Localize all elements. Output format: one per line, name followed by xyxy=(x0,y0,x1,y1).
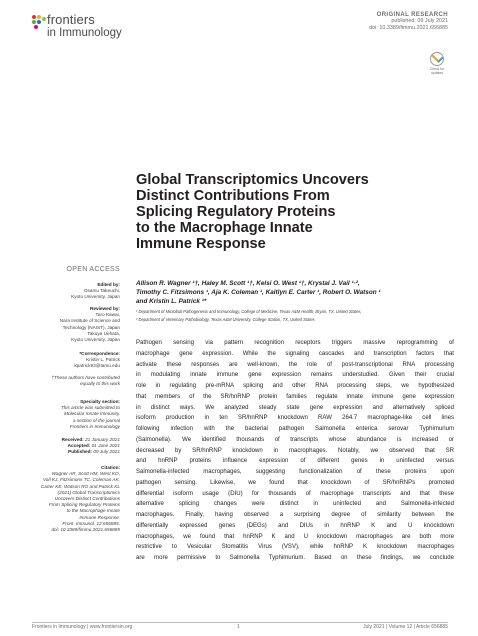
logo-mark-icon xyxy=(32,15,44,27)
citation-line: to the Macrophage Innate xyxy=(66,508,120,514)
crossmark-button[interactable] xyxy=(426,52,448,76)
specialty-line: a section of the journal xyxy=(72,417,120,423)
equal-contribution-note xyxy=(20,375,120,387)
specialty-line: Frontiers in Immunology xyxy=(69,423,120,429)
abstract-line: Salmonella-infected macrophages, suggesting functionalization of these proteins upon xyxy=(136,469,454,475)
citation-line: Vail KJ, Fitzsimons TC, Coleman AK, xyxy=(42,477,120,483)
footer-journal[interactable]: Frontiers in Immunology | www.frontiersin.org xyxy=(32,624,133,630)
citation-line: Front. Immunol. 12:656885. xyxy=(62,520,120,526)
footer-issue: July 2021 | Volume 12 | Article 656885 xyxy=(363,624,448,630)
abstract-line: pathogen sensing. Likewise, we found that knockdown of SR/hnRNPs promoted xyxy=(136,479,454,486)
crossmark-label: Check for updates xyxy=(429,67,445,75)
published-label: Published: xyxy=(68,449,93,455)
title-line: Immune Response xyxy=(136,236,266,252)
title-line: Distinct Contributions From xyxy=(136,188,330,204)
dates-section xyxy=(20,437,120,456)
citation-line: Immune Response. xyxy=(79,514,120,520)
footer-divider xyxy=(32,622,448,623)
received-label: Received: xyxy=(61,437,84,442)
citation-line: Uncovers Distinct Contributions xyxy=(54,496,120,502)
abstract xyxy=(136,338,454,564)
citation-label: Citation: xyxy=(100,465,120,470)
author-line: and Kristin L. Patrick ¹* xyxy=(136,298,207,305)
editor-affiliation: Kyoto University, Japan xyxy=(71,294,120,300)
journal-logo[interactable] xyxy=(32,12,152,42)
edited-by-label: Edited by: xyxy=(97,282,120,287)
editor-name: Osamu Takeuchi, xyxy=(83,288,120,294)
specialty-section xyxy=(20,399,120,430)
abstract-line: isoform production in ten SR/hnRNP knockdown RAW 264.7 macrophage-like cell lines xyxy=(136,415,454,422)
abstract-line: macrophages. Finally, having observed a surprising degree of similarity between the xyxy=(136,512,454,518)
correspondence-name: Kristin L. Patrick xyxy=(86,357,120,363)
accepted-label: Accepted: xyxy=(67,443,91,449)
title-line: Splicing Regulatory Proteins xyxy=(136,204,336,220)
reviewer-line: Nara Institute of Science and xyxy=(59,318,120,324)
reviewer-line: Technology (NAIST), Japan xyxy=(62,324,120,330)
abstract-line: activate these responses are well-known, the role of post-transcriptional RNA processing xyxy=(136,361,454,368)
abstract-line: differentially expressed genes (DEGs) and DIUs in hnRNP K and U knockdown xyxy=(136,522,454,529)
article-doi[interactable]: doi: 10.3389/fimmu.2021.656885 xyxy=(369,25,448,31)
correspondence-label: *Correspondence: xyxy=(79,351,120,356)
note-line: †These authors have contributed xyxy=(51,375,120,380)
abstract-line: macrophage gene expression. While the signaling cascades and transcription factors that xyxy=(136,350,454,357)
journal-name: in Immunology xyxy=(47,27,122,39)
article-type: ORIGINAL RESEARCH xyxy=(376,12,448,18)
reviewer-line: Taro Kawai, xyxy=(95,312,120,318)
affiliation-line: ² Department of Veterinary Pathobiology, Texas A&M University, College Station, TX, United States xyxy=(136,317,315,322)
citation-section xyxy=(20,465,120,533)
published-date: published: 09 July 2021 xyxy=(391,18,448,24)
correspondence-email[interactable]: kpatrick93@tamu.edu xyxy=(74,363,120,369)
author-line: Allison R. Wagner ¹†, Haley M. Scott ¹†, Kelsi O. West ¹†, Krystal J. Vail ¹·², xyxy=(136,280,360,287)
brand-name: frontiers xyxy=(47,12,95,27)
edited-by-section xyxy=(20,282,120,301)
abstract-line: following infection with the bacterial pathogen Salmonella enterica serovar Typhimurium xyxy=(136,426,454,432)
abstract-line: in distinct ways. We analyzed steady state gene expression and alternatively spliced xyxy=(136,404,454,411)
correspondence-section xyxy=(20,351,120,370)
published-date-sidebar: 09 July 2021 xyxy=(93,449,120,455)
abstract-line: in modulating innate immune gene expression remains understudied. Given their crucial xyxy=(136,372,454,379)
abstract-line: restrictive to Vesicular Stomatitis Virus (VSV), while hnRNP K knockdown macrophages xyxy=(136,544,454,551)
affiliations xyxy=(136,308,456,324)
citation-line: Wagner AR, Scott HM, West KO, xyxy=(51,471,120,477)
accepted-date: 01 June 2021 xyxy=(91,443,120,449)
reviewed-by-label: Reviewed by: xyxy=(90,306,120,311)
abstract-line: macrophages, we found that hnRNP K and U knockdown macrophages are both more xyxy=(136,533,454,540)
author-list xyxy=(136,279,446,306)
affiliation-line: ¹ Department of Microbial Pathogenesis and Immunology, College of Medicine, Texas A&M Health, Bryan, TX, United States, xyxy=(136,309,362,314)
open-access-label: OPEN ACCESS xyxy=(66,266,120,273)
title-line: Global Transcriptomics Uncovers xyxy=(136,172,369,188)
article-meta-header xyxy=(248,12,448,32)
citation-doi[interactable]: doi: 10.3389/fimmu.2021.656885 xyxy=(51,527,120,533)
abstract-line: are more permissive to Salmonella Typhimurium. Based on these findings, we conclude xyxy=(136,555,454,561)
specialty-label: Specialty section: xyxy=(80,399,120,404)
reviewer-line: Kyoto University, Japan xyxy=(71,337,120,343)
abstract-line: and hnRNP proteins influence expression of different genes in uninfected versus xyxy=(136,458,454,465)
reviewed-by-section xyxy=(20,306,120,343)
author-line: Timothy C. Fitzsimons ¹, Aja K. Coleman ¹, Kaitlyn E. Carter ¹, Robert O. Watson ¹ xyxy=(136,289,381,296)
specialty-line: Molecular Innate Immunity, xyxy=(64,411,120,417)
page-number: 1 xyxy=(237,624,240,630)
abstract-line: differential isoform usage (DIU) for thousands of macrophage transcripts and that these xyxy=(136,490,454,497)
abstract-line: role in regulating pre-mRNA splicing and other RNA processing steps, we hypothesized xyxy=(136,383,454,389)
citation-line: Carter KE, Watson RO and Patrick KL xyxy=(40,483,120,489)
crossmark-icon xyxy=(430,52,444,66)
note-line: equally to this work xyxy=(80,381,120,387)
abstract-line: Pathogen sensing via pattern recognition receptors triggers massive reprogramming of xyxy=(136,340,454,346)
citation-line: From Splicing Regulatory Proteins xyxy=(48,502,120,508)
specialty-line: This article was submitted to xyxy=(60,405,120,411)
abstract-line: decreased by SR/hnRNP knockdown in macrophages. Notably, we observed that SR xyxy=(136,447,454,454)
reviewer-line: Takuya Uehata, xyxy=(87,330,120,336)
title-line: to the Macrophage Innate xyxy=(136,220,313,236)
citation-line: (2021) Global Transcriptomics xyxy=(57,489,120,495)
abstract-line: alternative splicing changes were distinct in uninfected and Salmonella-infected xyxy=(136,501,454,508)
received-date: 21 January 2021 xyxy=(85,437,120,442)
abstract-line: that members of the SR/hnRNP protein families regulate innate immune gene expression xyxy=(136,393,454,400)
abstract-line: (Salmonella). We identified thousands of transcripts whose abundance is increased or xyxy=(136,436,454,443)
article-title xyxy=(136,172,436,252)
